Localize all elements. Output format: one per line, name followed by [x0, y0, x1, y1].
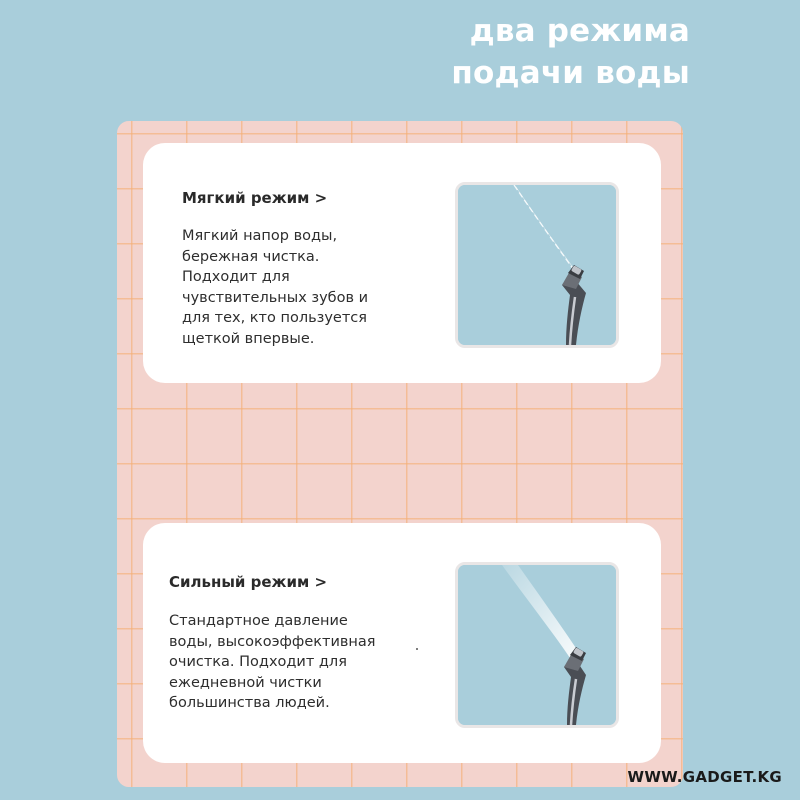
strong-mode-description-line: воды, высокоэффективная	[169, 633, 376, 650]
soft-mode-title: Мягкий режим >	[182, 189, 328, 207]
strong-mode-title: Сильный режим >	[169, 573, 328, 591]
soft-mode-description-line: щеткой впервые.	[182, 330, 315, 347]
soft-mode-description-line: Подходит для	[182, 269, 290, 285]
soft-mode-description-line: для тех, кто пользуется	[182, 310, 367, 326]
strong-mode-description-line: очистка. Подходит для	[169, 654, 347, 670]
strong-water-jet-nozzle-icon	[455, 562, 619, 728]
headline-line-2: подачи воды	[451, 55, 690, 91]
strong-mode-card	[143, 523, 661, 763]
soft-mode-description-line: Мягкий напор воды,	[182, 228, 338, 244]
headline-line-1: два режима	[469, 13, 690, 49]
strong-mode-description-line: большинства людей.	[169, 695, 330, 711]
website-watermark: WWW.GADGET.KG	[627, 768, 782, 786]
soft-mode-description-line: чувствительных зубов и	[182, 289, 369, 306]
strong-mode-description	[169, 611, 376, 714]
soft-mode-description-line: бережная чистка.	[182, 248, 320, 265]
soft-mode-card	[143, 143, 661, 383]
soft-water-jet-nozzle-icon	[455, 182, 619, 348]
soft-mode-description	[182, 226, 368, 349]
strong-mode-description-line: Стандартное давление	[169, 613, 348, 629]
stray-dot	[416, 648, 418, 650]
headline	[451, 10, 690, 94]
strong-mode-description-line: ежедневной чистки	[169, 674, 322, 691]
